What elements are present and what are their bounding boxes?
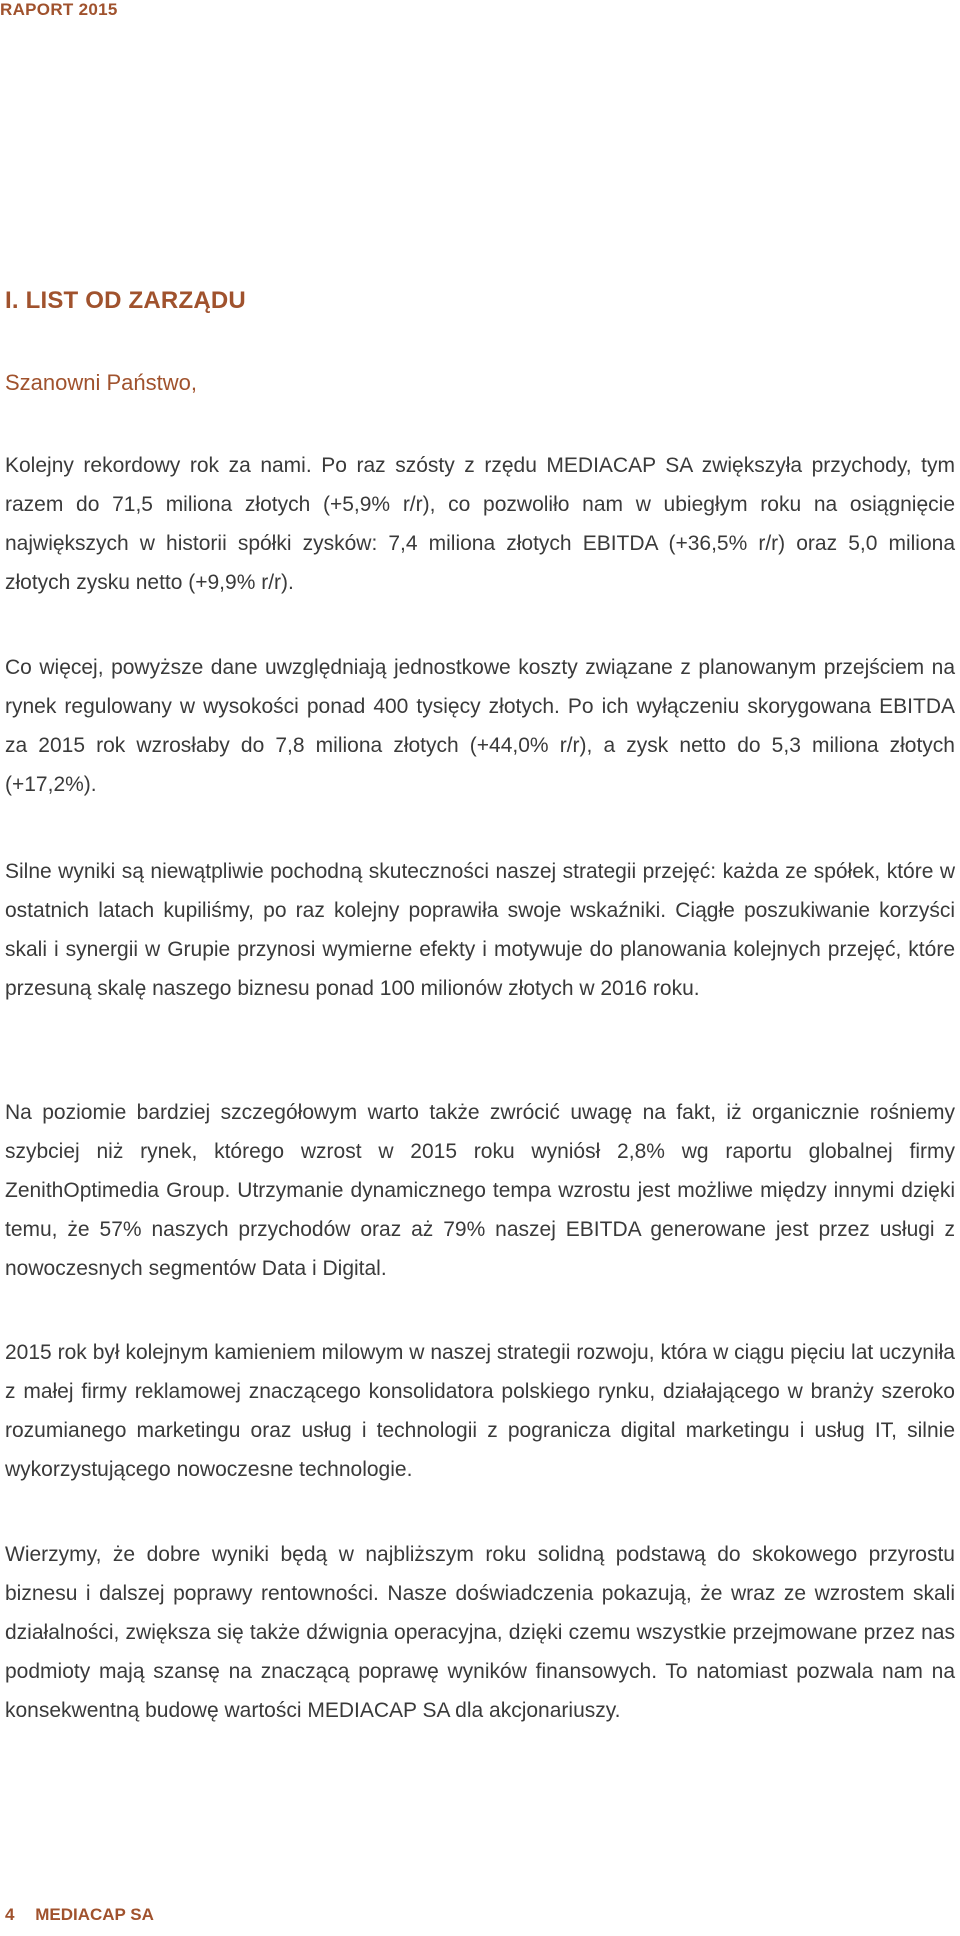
page-footer [5, 1905, 154, 1925]
section-title: I. LIST OD ZARZĄDU [5, 287, 246, 314]
footer-company: MEDIACAP SA [35, 1905, 154, 1924]
paragraph-6: Wierzymy, że dobre wyniki będą w najbliższym roku solidną podstawą do skokowego przyrostu biznesu i dalszej poprawy rentowności. Nasze doświadczenia pokazują, że wraz ze wzrostem skali działalności, zwiększa się także dźwignia operacyjna, dzięki czemu wszystkie przejmowane przez nas podmioty mają szansę na znaczącą poprawę wyników finansowych. To natomiast pozwala nam na konsekwentną budowę wartości MEDIACAP SA dla akcjonariuszy. [5, 1543, 955, 1722]
greeting: Szanowni Państwo, [5, 370, 197, 395]
page-number: 4 [5, 1905, 15, 1924]
paragraph-3: Silne wyniki są niewątpliwie pochodną skuteczności naszej strategii przejęć: każda ze spółek, które w ostatnich latach kupiliśmy, po raz kolejny poprawiła swoje wskaźniki. Ciągłe poszukiwanie korzyści skali i synergii w Grupie przynosi wymierne efekty i motywuje do planowania kolejnych przejęć, które przesuną skalę naszego biznesu ponad 100 milionów złotych w 2016 roku. [5, 860, 955, 1000]
report-header: RAPORT 2015 [0, 0, 118, 19]
paragraph-4: Na poziomie bardziej szczegółowym warto także zwrócić uwagę na fakt, iż organicznie rośniemy szybciej niż rynek, którego wzrost w 2015 roku wyniósł 2,8% wg raportu globalnej firmy ZenithOptimedia Group. Utrzymanie dynamicznego tempa wzrostu jest możliwe między innymi dzięki temu, że 57% naszych przychodów oraz aż 79% naszej EBITDA generowane jest przez usługi z nowoczesnych segmentów Data i Digital. [5, 1101, 955, 1280]
paragraph-2: Co więcej, powyższe dane uwzględniają jednostkowe koszty związane z planowanym przejściem na rynek regulowany w wysokości ponad 400 tysięcy złotych. Po ich wyłączeniu skorygowana EBITDA za 2015 rok wzrosłaby do 7,8 miliona złotych (+44,0% r/r), a zysk netto do 5,3 miliona złotych (+17,2%). [5, 656, 955, 796]
paragraph-5: 2015 rok był kolejnym kamieniem milowym w naszej strategii rozwoju, która w ciągu pięciu lat uczyniła z małej firmy reklamowej znaczącego konsolidatora polskiego rynku, działającego w branży szeroko rozumianego marketingu oraz usług i technologii z pogranicza digital marketingu i usług IT, silnie wykorzystującego nowoczesne technologie. [5, 1341, 955, 1481]
paragraph-1: Kolejny rekordowy rok za nami. Po raz szósty z rzędu MEDIACAP SA zwiększyła przychody, tym razem do 71,5 miliona złotych (+5,9% r/r), co pozwoliło nam w ubiegłym roku na osiągnięcie największych w historii spółki zysków: 7,4 miliona złotych EBITDA (+36,5% r/r) oraz 5,0 miliona złotych zysku netto (+9,9% r/r). [5, 454, 955, 594]
